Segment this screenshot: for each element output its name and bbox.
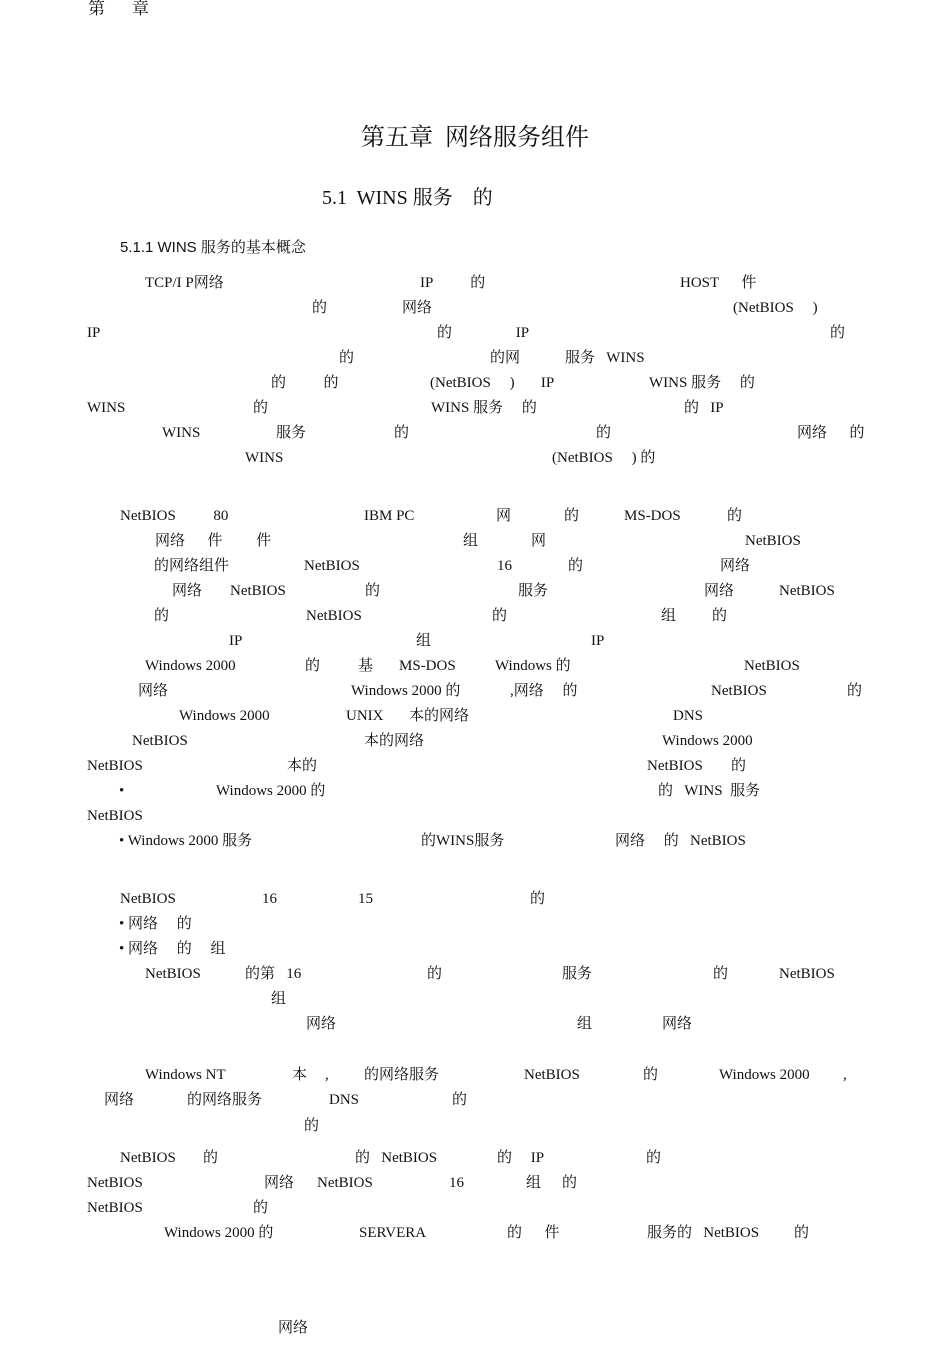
text-fragment: 的 bbox=[365, 583, 381, 599]
text-fragment: 组 bbox=[661, 608, 677, 624]
text-fragment: Windows 的 bbox=[495, 658, 571, 674]
text-fragment: NetBIOS bbox=[145, 966, 201, 982]
text-fragment: NetBIOS bbox=[87, 1175, 143, 1191]
text-fragment: DNS bbox=[329, 1092, 360, 1108]
text-fragment: 的 bbox=[253, 1200, 269, 1216]
text-fragment: , bbox=[325, 1067, 329, 1083]
text-fragment: 16 bbox=[497, 558, 512, 574]
text-fragment: WINS bbox=[87, 400, 126, 416]
text-fragment: Windows 2000 的 bbox=[351, 683, 461, 699]
text-fragment: WINS 服务 的 bbox=[431, 400, 537, 416]
text-fragment: Windows NT bbox=[145, 1067, 226, 1083]
text-fragment: 的 bbox=[712, 608, 728, 624]
text-fragment: 服务 bbox=[518, 583, 549, 599]
text-fragment: (NetBIOS ) 的 bbox=[552, 450, 656, 466]
text-fragment: HOST 件 bbox=[680, 275, 757, 291]
text-fragment: 组 bbox=[577, 1016, 593, 1032]
text-fragment: 本的网络 bbox=[364, 733, 425, 749]
text-fragment: 网络 bbox=[172, 583, 203, 599]
running-header: 第 章 bbox=[88, 0, 151, 18]
text-fragment: TCP/I P网络 bbox=[145, 275, 224, 291]
text-fragment: NetBIOS bbox=[120, 1150, 176, 1166]
text-fragment: NetBIOS bbox=[744, 658, 800, 674]
text-fragment: • Windows 2000 服务 bbox=[119, 833, 253, 849]
text-fragment: 网络 bbox=[264, 1175, 295, 1191]
text-fragment: 的 bbox=[727, 508, 743, 524]
chapter-title: 第五章 网络服务组件 bbox=[361, 125, 589, 151]
text-fragment: 的网络服务 bbox=[364, 1067, 440, 1083]
text-fragment: 的 bbox=[568, 558, 584, 574]
text-fragment: 的 bbox=[427, 966, 443, 982]
text-fragment: NetBIOS bbox=[779, 966, 835, 982]
text-fragment: NetBIOS bbox=[317, 1175, 373, 1191]
text-fragment: • 网络 的 组 bbox=[119, 941, 226, 957]
text-fragment: 服务 bbox=[276, 425, 307, 441]
text-fragment: 本的网络 bbox=[409, 708, 470, 724]
text-fragment: • bbox=[119, 783, 125, 799]
text-fragment: 网络 bbox=[704, 583, 735, 599]
text-fragment: MS-DOS bbox=[399, 658, 456, 674]
text-fragment: MS-DOS bbox=[624, 508, 681, 524]
text-fragment: 网络 件 件 bbox=[155, 533, 272, 549]
text-fragment: DNS bbox=[673, 708, 704, 724]
text-fragment: NetBIOS bbox=[132, 733, 188, 749]
text-fragment: 网 bbox=[531, 533, 547, 549]
section-title: 5.1 WINS 服务 的 bbox=[322, 187, 493, 209]
text-fragment: 的 IP bbox=[684, 400, 724, 416]
text-fragment: 的WINS服务 bbox=[421, 833, 505, 849]
text-fragment: 网络 bbox=[720, 558, 751, 574]
text-fragment: 网络 bbox=[306, 1016, 337, 1032]
text-fragment: NetBIOS 80 bbox=[120, 508, 229, 524]
text-fragment: NetBIOS bbox=[230, 583, 286, 599]
text-fragment: , bbox=[843, 1067, 847, 1083]
text-fragment: NetBIOS bbox=[779, 583, 835, 599]
text-fragment: 的 的 bbox=[271, 375, 339, 391]
text-fragment: Windows 2000 bbox=[662, 733, 753, 749]
text-fragment: NetBIOS bbox=[745, 533, 801, 549]
text-fragment: 的 bbox=[305, 658, 321, 674]
text-fragment: 网络 bbox=[138, 683, 169, 699]
text-fragment: 服务 bbox=[562, 966, 593, 982]
text-fragment: 本的 bbox=[287, 758, 318, 774]
text-fragment: 的网络服务 bbox=[187, 1092, 263, 1108]
text-fragment: 的 bbox=[564, 508, 580, 524]
text-fragment: 的 IP bbox=[497, 1150, 545, 1166]
text-fragment: (NetBIOS ) bbox=[733, 300, 818, 316]
text-fragment: 组 bbox=[271, 991, 287, 1007]
text-fragment: NetBIOS bbox=[87, 808, 143, 824]
text-fragment: IP bbox=[87, 325, 101, 341]
text-fragment: 的 件 bbox=[507, 1225, 560, 1241]
text-fragment: 组 bbox=[416, 633, 432, 649]
text-fragment: NetBIOS bbox=[306, 608, 362, 624]
text-fragment: 的 IP bbox=[437, 325, 530, 341]
text-fragment: 的 网络 bbox=[312, 300, 433, 316]
text-fragment: 服务的 NetBIOS bbox=[647, 1225, 760, 1241]
text-fragment: IP 的 bbox=[420, 275, 486, 291]
text-fragment: WINS 服务 的 bbox=[649, 375, 755, 391]
text-fragment: 的网 服务 WINS bbox=[490, 350, 645, 366]
text-fragment: UNIX bbox=[346, 708, 384, 724]
text-fragment: (NetBIOS ) IP bbox=[430, 375, 555, 391]
text-fragment: IP bbox=[591, 633, 605, 649]
text-fragment: Windows 2000 的 bbox=[164, 1225, 274, 1241]
text-fragment: 的 bbox=[530, 891, 546, 907]
text-fragment: 的 bbox=[847, 683, 863, 699]
text-fragment: 的 bbox=[643, 1067, 659, 1083]
text-fragment: ,网络 的 bbox=[510, 683, 578, 699]
text-fragment: 的 bbox=[596, 425, 612, 441]
text-fragment: 网络 bbox=[278, 1320, 309, 1336]
text-fragment: 的 NetBIOS bbox=[355, 1150, 438, 1166]
text-fragment: 的 bbox=[562, 1175, 578, 1191]
text-fragment: WINS bbox=[245, 450, 284, 466]
text-fragment: 的 bbox=[731, 758, 747, 774]
text-fragment: NetBIOS bbox=[304, 558, 360, 574]
text-fragment: 网 bbox=[496, 508, 512, 524]
text-fragment: Windows 2000 bbox=[145, 658, 236, 674]
text-fragment: IP bbox=[229, 633, 243, 649]
text-fragment: 16 bbox=[449, 1175, 464, 1191]
text-fragment: 的网络组件 bbox=[154, 558, 230, 574]
text-fragment: NetBIOS bbox=[87, 758, 143, 774]
text-fragment: 网络 的 NetBIOS bbox=[615, 833, 746, 849]
text-fragment: 组 bbox=[526, 1175, 542, 1191]
text-fragment: 15 bbox=[358, 891, 373, 907]
text-fragment: 的 bbox=[394, 425, 410, 441]
text-fragment: 的 bbox=[830, 325, 846, 341]
subsection-title: 5.1.1 WINS 服务的基本概念 bbox=[120, 239, 306, 256]
text-fragment: 的 bbox=[492, 608, 508, 624]
text-fragment: 的 bbox=[713, 966, 729, 982]
text-fragment: 的 bbox=[646, 1150, 662, 1166]
text-fragment: IBM PC bbox=[364, 508, 415, 524]
text-fragment: Windows 2000 bbox=[719, 1067, 810, 1083]
text-fragment: 的 bbox=[452, 1092, 468, 1108]
text-fragment: WINS bbox=[162, 425, 201, 441]
text-fragment: 的 bbox=[203, 1150, 219, 1166]
text-fragment: 网络 的 bbox=[797, 425, 865, 441]
text-fragment: Windows 2000 bbox=[179, 708, 270, 724]
text-fragment: 的第 16 bbox=[245, 966, 302, 982]
text-fragment: 的 bbox=[304, 1118, 320, 1134]
text-fragment: SERVERA bbox=[359, 1225, 427, 1241]
text-fragment: • 网络 的 bbox=[119, 916, 192, 932]
text-fragment: 网络 bbox=[104, 1092, 135, 1108]
text-fragment: NetBIOS bbox=[647, 758, 703, 774]
text-fragment: NetBIOS bbox=[711, 683, 767, 699]
text-fragment: 的 bbox=[794, 1225, 810, 1241]
text-fragment: NetBIOS bbox=[87, 1200, 143, 1216]
text-fragment: 16 bbox=[262, 891, 277, 907]
text-fragment: Windows 2000 的 bbox=[216, 783, 326, 799]
text-fragment: NetBIOS bbox=[524, 1067, 580, 1083]
text-fragment: 本 bbox=[292, 1067, 308, 1083]
text-fragment: 的 WINS 服务 bbox=[658, 783, 761, 799]
text-fragment: 基 bbox=[358, 658, 374, 674]
text-fragment: NetBIOS bbox=[120, 891, 176, 907]
text-fragment: 的 bbox=[339, 350, 355, 366]
text-fragment: 的 bbox=[253, 400, 269, 416]
text-fragment: 的 bbox=[154, 608, 170, 624]
text-fragment: 组 bbox=[463, 533, 479, 549]
text-fragment: 网络 bbox=[662, 1016, 693, 1032]
